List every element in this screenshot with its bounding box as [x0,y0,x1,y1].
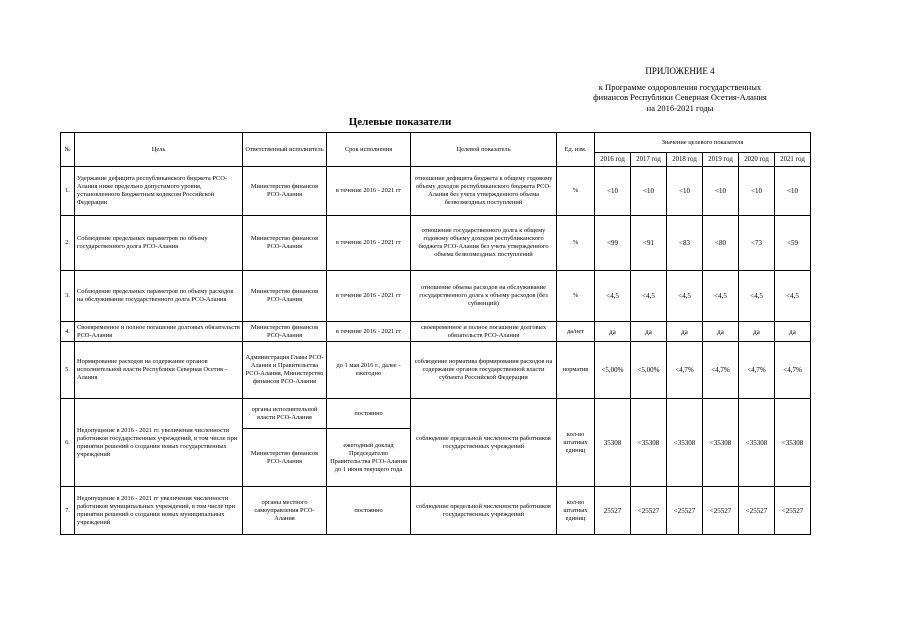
row-value: <4,7% [667,342,703,399]
row-value: 35308 [595,399,631,487]
row-value: <35308 [703,399,739,487]
row-goal: Удержание дефицита республиканского бюджета РСО-Алания ниже предельно допустимого уровня, установленного Бюджетным кодексом Российской Федерации [75,167,243,216]
row-indicator: соблюдение норматива формирования расходов на содержание органов государственной власти субъекта Российской Федерации [411,342,557,399]
row-value: <91 [631,216,667,271]
row-value: да [595,322,631,342]
row-term: в течение 2016 - 2021 гг [327,322,411,342]
table-row [61,216,811,271]
row-value: <4,5 [667,271,703,322]
row-unit: % [557,271,595,322]
header-goal: Цель [75,133,243,167]
row-value: <10 [739,167,775,216]
row-indicator: своевременное и полное погашение долговых обязательств РСО-Алания [411,322,557,342]
row-value: <10 [595,167,631,216]
header-indicator: Целевой показатель [411,133,557,167]
header-year: 2016 год [595,153,631,167]
row-indicator: отношение государственного долга к общему годовому объему доходов республиканского бюджета РСО-Алания без учета утвержденного объема безвозмездных поступлений [411,216,557,271]
row-term: постоянно [327,399,411,429]
row-goal: Соблюдение предельных параметров по объему государственного долга РСО-Алания [75,216,243,271]
row-value: <25527 [667,487,703,535]
table-row [61,322,811,342]
row-value: <4,5 [703,271,739,322]
target-indicators-table [60,132,811,535]
row-executor: Министерство финансов РСО-Алания [243,271,327,322]
row-executor: Министерство финансов РСО-Алания [243,216,327,271]
row-unit: % [557,167,595,216]
document-title: Целевые показатели [348,116,452,128]
appendix-line-2: финансов Республики Северная Осетия-Алания [593,92,767,102]
appendix-title: ПРИЛОЖЕНИЕ 4 [645,66,715,76]
row-value: <35308 [631,399,667,487]
row-executor: Администрация Главы РСО-Алания и Правительства РСО-Алания, Министерство финансов РСО-Алания [243,342,327,399]
row-term: ежегодный доклад Председателю Правительства РСО-Алания до 1 июня текущего года [327,429,411,487]
row-executor: органы местного самоуправления РСО-Алания [243,487,327,535]
row-unit: норматив [557,342,595,399]
row-value: <4,7% [775,342,811,399]
header-year: 2020 год [739,153,775,167]
table-row [61,342,811,399]
row-unit: кол-во штатных единиц [557,487,595,535]
row-unit: кол-во штатных единиц [557,399,595,487]
row-goal: Своевременное и полное погашение долговых обязательств РСО-Алания [75,322,243,342]
header-term: Срок исполнения [327,133,411,167]
table-row [61,167,811,216]
header-year: 2017 год [631,153,667,167]
row-term: в течение 2016 - 2021 гг [327,271,411,322]
row-value: <4,5 [739,271,775,322]
row-value: <10 [631,167,667,216]
row-goal: Соблюдение предельных параметров по объему расходов на обслуживание государственного долга РСО-Алания [75,271,243,322]
header-executor: Ответственный исполнитель [243,133,327,167]
row-term: в течение 2016 - 2021 гг [327,216,411,271]
row-value: <25527 [631,487,667,535]
row-value: <4,7% [703,342,739,399]
row-value: 25527 [595,487,631,535]
appendix-line-3: на 2016-2021 годы [646,102,714,113]
row-executor: органы исполнительной власти РСО-Алания [243,399,327,429]
row-value: <99 [595,216,631,271]
row-executor: Министерство финансов РСО-Алания [243,429,327,487]
row-indicator: отношение объема расходов на обслуживание государственного долга к объему расходов (без субвенций) [411,271,557,322]
table-row [61,271,811,322]
row-num: 5. [61,342,75,399]
row-value: <25527 [775,487,811,535]
row-value: <5,00% [631,342,667,399]
row-value: да [775,322,811,342]
row-value: <4,7% [739,342,775,399]
row-indicator: соблюдение предельной численности работников государственных учреждений [411,487,557,535]
row-value: <10 [703,167,739,216]
row-value: да [667,322,703,342]
row-goal: Нормирование расходов на содержание органов исполнительной власти Республики Северная Осетия – Алания [75,342,243,399]
row-value: да [739,322,775,342]
row-num: 6. [61,399,75,487]
header-values-group: Значение целевого показателя [595,133,811,153]
row-executor: Министерство финансов РСО-Алания [243,167,327,216]
row-value: <4,5 [775,271,811,322]
row-term: в течение 2016 - 2021 гг [327,167,411,216]
table-row [61,399,811,429]
header-num: № [61,133,75,167]
row-unit: да/нет [557,322,595,342]
row-term: до 1 мая 2016 г., далее - ежегодно [327,342,411,399]
row-num: 3. [61,271,75,322]
row-goal: Недопущение в 2016 - 2021 гг. увеличения численности работников государственных учреждений, в том числе при принятии решений о создании новых государственных учреждений [75,399,243,487]
row-value: <80 [703,216,739,271]
row-executor: Министерство финансов РСО-Алания [243,322,327,342]
row-value: <5,00% [595,342,631,399]
header-unit: Ед. изм. [557,133,595,167]
row-num: 7. [61,487,75,535]
header-year: 2018 год [667,153,703,167]
row-unit: % [557,216,595,271]
row-value: <73 [739,216,775,271]
row-value: <83 [667,216,703,271]
header-year: 2021 год [775,153,811,167]
table-row [61,487,811,535]
row-value: <35308 [667,399,703,487]
appendix-header [560,66,800,113]
row-value: <4,5 [595,271,631,322]
row-value: <25527 [739,487,775,535]
row-value: <35308 [739,399,775,487]
row-term: постоянно [327,487,411,535]
row-value: <35308 [775,399,811,487]
row-num: 4. [61,322,75,342]
row-value: <4,5 [631,271,667,322]
row-indicator: отношение дефицита бюджета к общему годовому объему доходов республиканского бюджета РСО-Алания без учета утвержденного объема безвозмездных поступлений [411,167,557,216]
row-value: да [631,322,667,342]
row-value: <10 [667,167,703,216]
row-value: да [703,322,739,342]
row-value: <10 [775,167,811,216]
row-value: <59 [775,216,811,271]
row-goal: Недопущение в 2016 - 2021 гг увеличения численности работников муниципальных учреждений, в том числе при принятии решений о создании новых муниципальных учреждений [75,487,243,535]
row-value: <25527 [703,487,739,535]
row-indicator: соблюдение предельной численности работников государственных учреждений [411,399,557,487]
row-num: 2. [61,216,75,271]
row-num: 1. [61,167,75,216]
header-year: 2019 год [703,153,739,167]
appendix-line-1: к Программе оздоровления государственных [598,81,762,92]
